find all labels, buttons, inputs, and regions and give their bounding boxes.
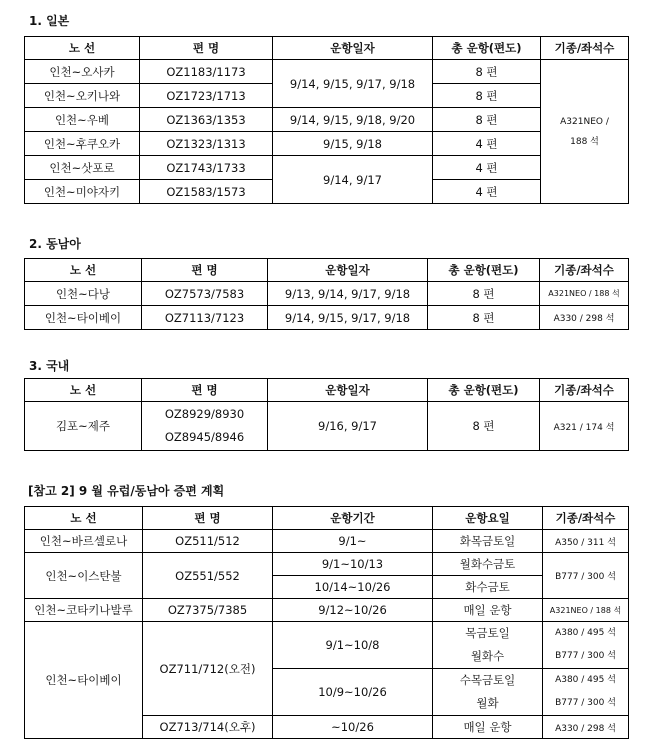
header-dates: 운항일자	[268, 379, 428, 402]
aircraft-cell: A321 / 174 석	[540, 402, 629, 451]
flight-cell: OZ713/714(오후)	[143, 716, 273, 739]
days-line: 월화수	[470, 649, 505, 663]
southeast-asia-schedule-table	[24, 258, 629, 330]
header-flight: 편 명	[143, 507, 273, 530]
days-cell	[433, 669, 543, 716]
total-cell: 8 편	[428, 402, 540, 451]
total-cell: 4 편	[433, 132, 541, 156]
flight-cell: OZ7573/7583	[142, 282, 268, 306]
section-title-domestic: 3. 국내	[29, 359, 70, 373]
table-row	[25, 306, 629, 330]
header-route: 노 선	[25, 259, 142, 282]
header-aircraft: 기종/좌석수	[543, 507, 629, 530]
header-route: 노 선	[25, 507, 143, 530]
total-cell: 8 편	[433, 84, 541, 108]
table-row	[25, 599, 629, 622]
flight-cell: OZ1323/1313	[140, 132, 273, 156]
header-route: 노 선	[25, 37, 140, 60]
flight-cell: OZ7113/7123	[142, 306, 268, 330]
route-cell: 인천~후쿠오카	[25, 132, 140, 156]
table-row	[25, 402, 629, 451]
days-line: 월화	[476, 696, 499, 710]
header-total: 총 운항(편도)	[428, 379, 540, 402]
period-cell: 9/1~10/8	[273, 622, 433, 669]
header-total: 총 운항(편도)	[428, 259, 540, 282]
aircraft-line: B777 / 300 석	[555, 651, 616, 661]
aircraft-cell: A350 / 311 석	[543, 530, 629, 553]
dates-cell: 9/16, 9/17	[268, 402, 428, 451]
aircraft-line1: A321NEO /	[560, 116, 609, 127]
route-cell: 인천~타이베이	[25, 306, 142, 330]
table-row	[25, 156, 629, 180]
period-cell: 9/1~	[273, 530, 433, 553]
days-cell: 화목금토일	[433, 530, 543, 553]
aircraft-line: A380 / 495 석	[555, 675, 616, 685]
route-cell: 인천~코타키나발루	[25, 599, 143, 622]
table-row	[25, 108, 629, 132]
total-cell: 8 편	[433, 60, 541, 84]
header-aircraft: 기종/좌석수	[540, 379, 629, 402]
aircraft-cell	[543, 669, 629, 716]
flight-cell: OZ7375/7385	[143, 599, 273, 622]
dates-cell: 9/14, 9/15, 9/17, 9/18	[273, 60, 433, 108]
aircraft-cell: A321NEO / 188 석	[540, 282, 629, 306]
table-header-row	[25, 259, 629, 282]
flight-cell: OZ1183/1173	[140, 60, 273, 84]
route-cell: 인천~삿포로	[25, 156, 140, 180]
days-cell: 월화수금토	[433, 553, 543, 576]
period-cell: 9/1~10/13	[273, 553, 433, 576]
section-title-japan: 1. 일본	[29, 14, 70, 28]
header-period: 운항기간	[273, 507, 433, 530]
total-cell: 8 편	[428, 282, 540, 306]
days-cell: 화수금토	[433, 576, 543, 599]
header-dates: 운항일자	[268, 259, 428, 282]
route-cell: 인천~타이베이	[25, 622, 143, 739]
route-cell: 인천~다낭	[25, 282, 142, 306]
flight-cell: OZ1583/1573	[140, 180, 273, 204]
route-cell: 김포~제주	[25, 402, 142, 451]
period-cell: 10/9~10/26	[273, 669, 433, 716]
flight-number: OZ8945/8946	[164, 430, 245, 444]
flight-cell: OZ551/552	[143, 553, 273, 599]
days-line: 목금토일	[465, 626, 510, 640]
flight-number: OZ8929/8930	[164, 407, 245, 421]
route-cell: 인천~이스탄불	[25, 553, 143, 599]
total-cell: 8 편	[433, 108, 541, 132]
header-dates: 운항일자	[273, 37, 433, 60]
aircraft-line: B777 / 300 석	[555, 698, 616, 708]
days-cell	[433, 622, 543, 669]
route-cell: 인천~우베	[25, 108, 140, 132]
header-route: 노 선	[25, 379, 142, 402]
aircraft-line: A380 / 495 석	[555, 628, 616, 638]
dates-cell: 9/14, 9/15, 9/17, 9/18	[268, 306, 428, 330]
table-row	[25, 282, 629, 306]
section-title-southeast-asia: 2. 동남아	[29, 237, 81, 251]
flight-cell: OZ711/712(오전)	[143, 622, 273, 716]
days-cell: 매일 운항	[433, 599, 543, 622]
table-row	[25, 553, 629, 576]
route-cell: 인천~오키나와	[25, 84, 140, 108]
days-line: 수목금토일	[459, 673, 516, 687]
aircraft-cell: A321NEO / 188 석	[543, 599, 629, 622]
header-total: 총 운항(편도)	[433, 37, 541, 60]
section-title-reference-2: [참고 2] 9 월 유럽/동남아 증편 계획	[28, 484, 225, 498]
aircraft-cell	[541, 60, 629, 204]
aircraft-cell: A330 / 298 석	[540, 306, 629, 330]
japan-schedule-table	[24, 36, 629, 204]
flight-cell: OZ1363/1353	[140, 108, 273, 132]
table-row	[25, 622, 629, 669]
period-cell: 10/14~10/26	[273, 576, 433, 599]
header-aircraft: 기종/좌석수	[540, 259, 629, 282]
route-cell: 인천~미야자키	[25, 180, 140, 204]
total-cell: 4 편	[433, 156, 541, 180]
header-flight: 편 명	[140, 37, 273, 60]
flight-cell: OZ1723/1713	[140, 84, 273, 108]
table-header-row	[25, 507, 629, 530]
dates-cell: 9/14, 9/17	[273, 156, 433, 204]
route-cell: 인천~바르셀로나	[25, 530, 143, 553]
header-flight: 편 명	[142, 259, 268, 282]
total-cell: 8 편	[428, 306, 540, 330]
dates-cell: 9/13, 9/14, 9/17, 9/18	[268, 282, 428, 306]
aircraft-cell: A330 / 298 석	[543, 716, 629, 739]
table-row	[25, 132, 629, 156]
aircraft-cell	[543, 622, 629, 669]
total-cell: 4 편	[433, 180, 541, 204]
table-header-row	[25, 37, 629, 60]
header-aircraft: 기종/좌석수	[541, 37, 629, 60]
table-header-row	[25, 379, 629, 402]
aircraft-cell: B777 / 300 석	[543, 553, 629, 599]
aircraft-line2: 188 석	[570, 136, 599, 147]
table-row	[25, 530, 629, 553]
domestic-schedule-table	[24, 378, 629, 451]
period-cell: 9/12~10/26	[273, 599, 433, 622]
flight-cell	[142, 402, 268, 451]
header-days: 운항요일	[433, 507, 543, 530]
dates-cell: 9/15, 9/18	[273, 132, 433, 156]
header-flight: 편 명	[142, 379, 268, 402]
flight-cell: OZ1743/1733	[140, 156, 273, 180]
days-cell: 매일 운항	[433, 716, 543, 739]
period-cell: ~10/26	[273, 716, 433, 739]
flight-cell: OZ511/512	[143, 530, 273, 553]
table-row	[25, 60, 629, 84]
dates-cell: 9/14, 9/15, 9/18, 9/20	[273, 108, 433, 132]
route-cell: 인천~오사카	[25, 60, 140, 84]
increase-plan-table	[24, 506, 629, 739]
